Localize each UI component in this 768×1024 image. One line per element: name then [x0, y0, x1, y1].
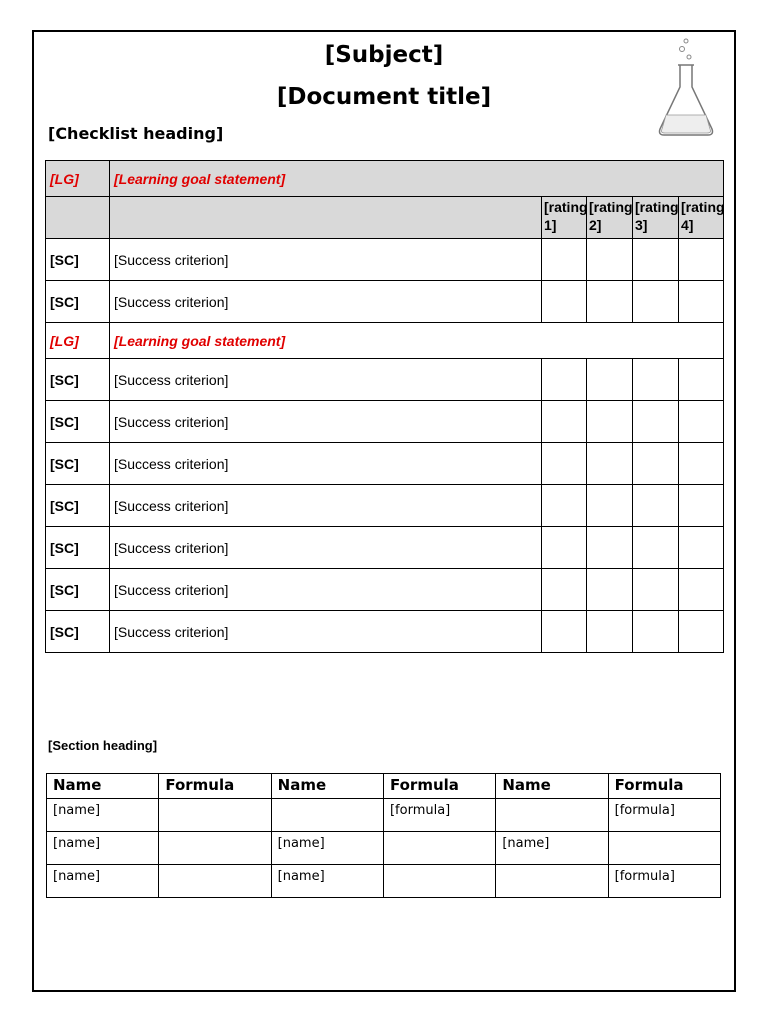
rating-checkbox[interactable] — [679, 359, 724, 401]
criterion-row — [46, 527, 724, 569]
rating-header: [rating 1] — [542, 197, 587, 239]
column-header: Formula — [159, 774, 271, 799]
rating-checkbox[interactable] — [542, 611, 587, 653]
criterion-row — [46, 485, 724, 527]
formula-cell[interactable] — [608, 832, 720, 865]
column-header: Formula — [383, 774, 495, 799]
rating-checkbox[interactable] — [633, 281, 679, 323]
criterion-text: [Success criterion] — [110, 239, 542, 281]
criterion-text: [Success criterion] — [110, 281, 542, 323]
learning-goal-row — [46, 323, 724, 359]
rating-checkbox[interactable] — [679, 611, 724, 653]
rating-checkbox[interactable] — [542, 401, 587, 443]
name-cell[interactable] — [496, 865, 608, 898]
rating-checkbox[interactable] — [679, 239, 724, 281]
rating-checkbox[interactable] — [542, 281, 587, 323]
criterion-row — [46, 239, 724, 281]
criterion-row — [46, 359, 724, 401]
criterion-text: [Success criterion] — [110, 527, 542, 569]
criterion-text: [Success criterion] — [110, 443, 542, 485]
rating-header-row — [46, 197, 724, 239]
checklist-table — [45, 160, 724, 653]
criterion-code: [SC] — [46, 443, 110, 485]
rating-checkbox[interactable] — [542, 569, 587, 611]
criterion-row — [46, 401, 724, 443]
criterion-row — [46, 611, 724, 653]
rating-checkbox[interactable] — [633, 401, 679, 443]
name-cell: [name] — [47, 799, 159, 832]
rating-checkbox[interactable] — [587, 401, 633, 443]
criterion-code: [SC] — [46, 527, 110, 569]
criterion-text: [Success criterion] — [110, 359, 542, 401]
rating-checkbox[interactable] — [587, 611, 633, 653]
rating-header: [rating 3] — [633, 197, 679, 239]
rating-checkbox[interactable] — [587, 359, 633, 401]
rating-checkbox[interactable] — [633, 239, 679, 281]
rating-checkbox[interactable] — [587, 443, 633, 485]
rating-checkbox[interactable] — [679, 281, 724, 323]
rating-checkbox[interactable] — [633, 443, 679, 485]
rating-checkbox[interactable] — [633, 569, 679, 611]
name-cell[interactable] — [271, 799, 383, 832]
goal-code: [LG] — [46, 323, 110, 359]
column-header: Name — [47, 774, 159, 799]
name-cell[interactable] — [496, 799, 608, 832]
name-cell: [name] — [47, 832, 159, 865]
rating-checkbox[interactable] — [633, 611, 679, 653]
formula-cell: [formula] — [608, 799, 720, 832]
formula-cell: [formula] — [383, 799, 495, 832]
criterion-text: [Success criterion] — [110, 611, 542, 653]
blank-cell — [110, 197, 542, 239]
rating-checkbox[interactable] — [679, 443, 724, 485]
name-cell: [name] — [47, 865, 159, 898]
criterion-text: [Success criterion] — [110, 401, 542, 443]
compound-row — [47, 799, 721, 832]
rating-checkbox[interactable] — [542, 443, 587, 485]
rating-checkbox[interactable] — [633, 527, 679, 569]
bonding-heading: [Section heading] — [48, 738, 158, 753]
formula-cell[interactable] — [383, 832, 495, 865]
criterion-code: [SC] — [46, 569, 110, 611]
criterion-code: [SC] — [46, 611, 110, 653]
name-cell: [name] — [271, 865, 383, 898]
rating-checkbox[interactable] — [587, 485, 633, 527]
column-header: Formula — [608, 774, 720, 799]
rating-checkbox[interactable] — [679, 485, 724, 527]
rating-checkbox[interactable] — [542, 527, 587, 569]
name-cell: [name] — [271, 832, 383, 865]
rating-checkbox[interactable] — [587, 239, 633, 281]
goal-text: [Learning goal statement] — [110, 161, 724, 197]
rating-header: [rating 4] — [679, 197, 724, 239]
criterion-row — [46, 281, 724, 323]
column-header: Name — [271, 774, 383, 799]
formula-cell: [formula] — [608, 865, 720, 898]
rating-checkbox[interactable] — [542, 239, 587, 281]
compound-row — [47, 865, 721, 898]
criterion-code: [SC] — [46, 401, 110, 443]
rating-checkbox[interactable] — [679, 569, 724, 611]
formula-cell[interactable] — [159, 799, 271, 832]
rating-checkbox[interactable] — [587, 281, 633, 323]
criterion-code: [SC] — [46, 359, 110, 401]
learning-goal-row — [46, 161, 724, 197]
blank-cell — [46, 197, 110, 239]
rating-checkbox[interactable] — [679, 401, 724, 443]
criterion-row — [46, 443, 724, 485]
criterion-code: [SC] — [46, 485, 110, 527]
column-header: Name — [496, 774, 608, 799]
rating-checkbox[interactable] — [587, 569, 633, 611]
formula-table — [46, 773, 721, 898]
rating-checkbox[interactable] — [633, 359, 679, 401]
goal-code: [LG] — [46, 161, 110, 197]
name-cell: [name] — [496, 832, 608, 865]
rating-checkbox[interactable] — [679, 527, 724, 569]
document-title: [Document title] — [276, 84, 492, 110]
rating-checkbox[interactable] — [633, 485, 679, 527]
goal-text: [Learning goal statement] — [110, 323, 724, 359]
criterion-code: [SC] — [46, 281, 110, 323]
criterion-code: [SC] — [46, 239, 110, 281]
compound-row — [47, 832, 721, 865]
criterion-text: [Success criterion] — [110, 569, 542, 611]
formula-cell[interactable] — [383, 865, 495, 898]
formula-cell[interactable] — [159, 865, 271, 898]
rating-checkbox[interactable] — [542, 359, 587, 401]
formula-cell[interactable] — [159, 832, 271, 865]
checklist-heading: [Checklist heading] — [48, 124, 224, 143]
rating-checkbox[interactable] — [542, 485, 587, 527]
subject-title: [Subject] — [324, 42, 444, 68]
rating-checkbox[interactable] — [587, 527, 633, 569]
rating-header: [rating 2] — [587, 197, 633, 239]
flask-icon — [654, 33, 718, 141]
criterion-row — [46, 569, 724, 611]
criterion-text: [Success criterion] — [110, 485, 542, 527]
